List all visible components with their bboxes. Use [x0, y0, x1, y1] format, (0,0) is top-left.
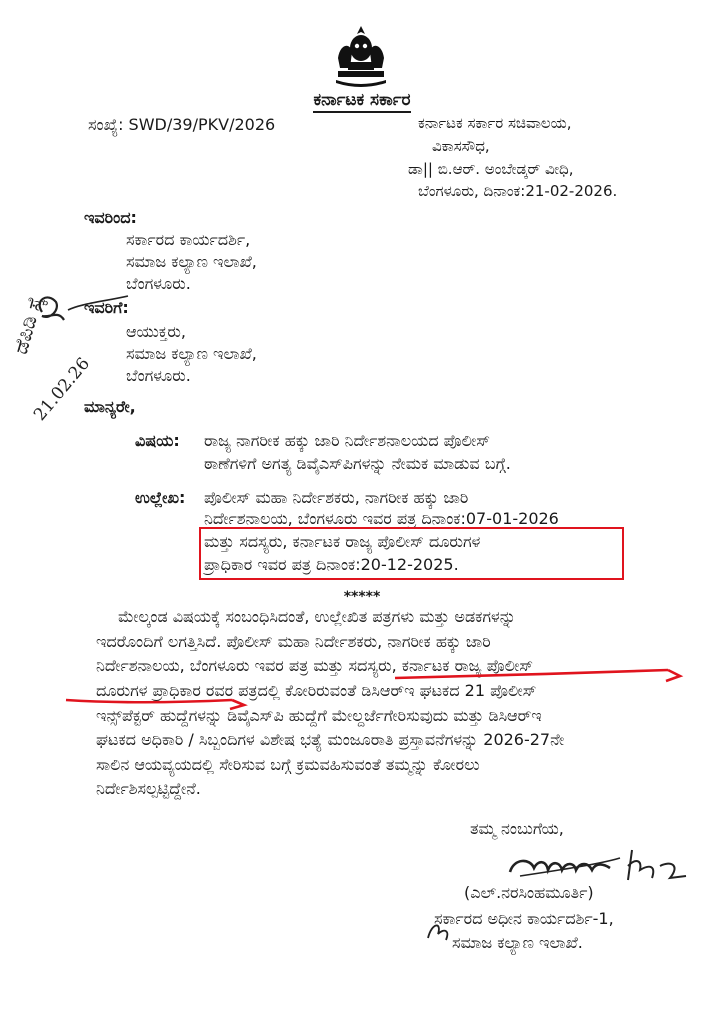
- from-label: ಇವರಿಂದ:: [84, 208, 137, 227]
- body-line: ಇನ್ಸ್‌ಪೆಕ್ಟರ್ ಹುದ್ದೆಗಳನ್ನು ಡಿವೈಎಸ್‌ಪಿ ಹುದ್ದೆಗೆ ಮೇಲ್ದರ್ಜೆಗೇರಿಸುವುದು ಮತ್ತು ಡಿಸಿಆರ್‌ಇ: [96, 706, 542, 725]
- subject-line: ಠಾಣೆಗಳಿಗೆ ಅಗತ್ಯ ಡಿವೈಎಸ್‌ಪಿಗಳನ್ನು ನೇಮಕ ಮಾಡುವ ಬಗ್ಗೆ.: [204, 454, 511, 473]
- reference-line: ಪೊಲೀಸ್ ಮಹಾ ನಿರ್ದೇಶಕರು, ನಾಗರೀಕ ಹಕ್ಕು ಜಾರಿ: [204, 488, 469, 507]
- body-line: ದೂರುಗಳ ಪ್ರಾಧಿಕಾರ ರವರ ಪತ್ರದಲ್ಲಿ ಕೋರಿರುವಂತೆ ಡಿಸಿಆರ್‌ಇ ಘಟಕದ 21 ಪೊಲೀಸ್: [96, 681, 537, 700]
- reference-line: ಪ್ರಾಧಿಕಾರ ಇವರ ಪತ್ರ ದಿನಾಂಕ:20-12-2025.: [204, 555, 459, 574]
- body-line: ನಿರ್ದೇಶನಾಲಯ, ಬೆಂಗಳೂರು ಇವರ ಪತ್ರ ಮತ್ತು ಸದಸ್ಯರು, ಕರ್ನಾಟಕ ರಾಜ್ಯ ಪೊಲೀಸ್: [96, 656, 534, 675]
- to-line: ಸಮಾಜ ಕಲ್ಯಾಣ ಇಲಾಖೆ,: [126, 344, 257, 363]
- to-line: ಆಯುಕ್ತರು,: [126, 322, 186, 341]
- body-line: ಇದರೊಂದಿಗೆ ಲಗತ್ತಿಸಿದೆ. ಪೊಲೀಸ್ ಮಹಾ ನಿರ್ದೇಶಕರು, ನಾಗರೀಕ ಹಕ್ಕು ಜಾರಿ: [96, 632, 491, 651]
- signatory-name: (ಎಲ್.ನರಸಿಂಹಮೂರ್ತಿ): [464, 883, 594, 902]
- closing-yours: ತಮ್ಮ ನಂಬುಗೆಯ,: [470, 819, 564, 838]
- body-line: ಘಟಕದ ಅಧಿಕಾರಿ / ಸಿಬ್ಬಂದಿಗಳ ವಿಶೇಷ ಭತ್ಯೆ ಮಂಜೂರಾತಿ ಪ್ರಸ್ತಾವನೆಗಳನ್ನು 2026-27ನೇ: [96, 730, 565, 749]
- handwritten-mark-icon: [30, 290, 135, 330]
- designation-line: ಸರ್ಕಾರದ ಅಧೀನ ಕಾರ್ಯದರ್ಶಿ-1,: [434, 909, 614, 928]
- address-date: ಬೆಂಗಳೂರು, ದಿನಾಂಕ:21-02-2026.: [418, 182, 618, 200]
- reference-number: ಸಂಖ್ಯೆ: SWD/39/PKV/2026: [88, 115, 276, 134]
- address-line: ಡಾ|| ಬಿ.ಆರ್. ಅಂಬೇಡ್ಕರ್ ವೀಧಿ,: [408, 160, 574, 178]
- reference-line: ಮತ್ತು ಸದಸ್ಯರು, ಕರ್ನಾಟಕ ರಾಜ್ಯ ಪೊಲೀಸ್ ದೂರುಗಳ: [204, 532, 481, 551]
- separator: *****: [343, 589, 381, 605]
- handwritten-date: 21.02.26: [30, 354, 94, 425]
- from-line: ಸಮಾಜ ಕಲ್ಯಾಣ ಇಲಾಖೆ,: [126, 252, 257, 271]
- salutation: ಮಾನ್ಯರೇ,: [84, 397, 136, 416]
- body-line: ಸಾಲಿನ ಆಯವ್ಯಯದಲ್ಲಿ ಸೇರಿಸುವ ಬಗ್ಗೆ ಕ್ರಮವಹಿಸುವಂತೆ ತಮ್ಮನ್ನು ಕೋರಲು: [96, 755, 480, 774]
- state-emblem-icon: [330, 22, 392, 88]
- reference-label: ಉಲ್ಲೇಖ:: [135, 488, 186, 507]
- reference-line: ನಿರ್ದೇಶನಾಲಯ, ಬೆಂಗಳೂರು ಇವರ ಪತ್ರ ದಿನಾಂಕ:07-01-2026: [204, 509, 559, 528]
- designation-line: ಸಮಾಜ ಕಲ್ಯಾಣ ಇಲಾಖೆ.: [452, 933, 583, 952]
- initial-scribble-icon: [424, 918, 454, 944]
- subject-line: ರಾಜ್ಯ ನಾಗರೀಕ ಹಕ್ಕು ಜಾರಿ ನಿರ್ದೇಶನಾಲಯದ ಪೊಲೀಸ್: [204, 431, 490, 450]
- subject-label: ವಿಷಯ:: [135, 431, 180, 450]
- to-line: ಬೆಂಗಳೂರು.: [126, 366, 191, 385]
- from-line: ಸರ್ಕಾರದ ಕಾರ್ಯದರ್ಶಿ,: [126, 230, 251, 249]
- from-line: ಬೆಂಗಳೂರು.: [126, 274, 191, 293]
- body-line: ಮೇಲ್ಕಂಡ ವಿಷಯಕ್ಕೆ ಸಂಬಂಧಿಸಿದಂತೆ, ಉಲ್ಲೇಖಿತ ಪತ್ರಗಳು ಮತ್ತು ಅಡಕಗಳನ್ನು: [118, 607, 516, 626]
- government-title: ಕರ್ನಾಟಕ ಸರ್ಕಾರ: [0, 90, 724, 110]
- body-line: ನಿರ್ದೇಶಿಸಲ್ಪಟ್ಟಿದ್ದೇನೆ.: [96, 779, 201, 798]
- address-line: ವಿಕಾಸಸೌಧ,: [432, 137, 490, 155]
- address-line: ಕರ್ನಾಟಕ ಸರ್ಕಾರ ಸಚಿವಾಲಯ,: [418, 114, 572, 132]
- to-label: ಇವರಿಗೆ:: [84, 298, 129, 317]
- highlight-box: [199, 527, 624, 580]
- handwritten-initials: ಡೆಪಿಡಿ ಸ್ಕೆ: [8, 293, 48, 357]
